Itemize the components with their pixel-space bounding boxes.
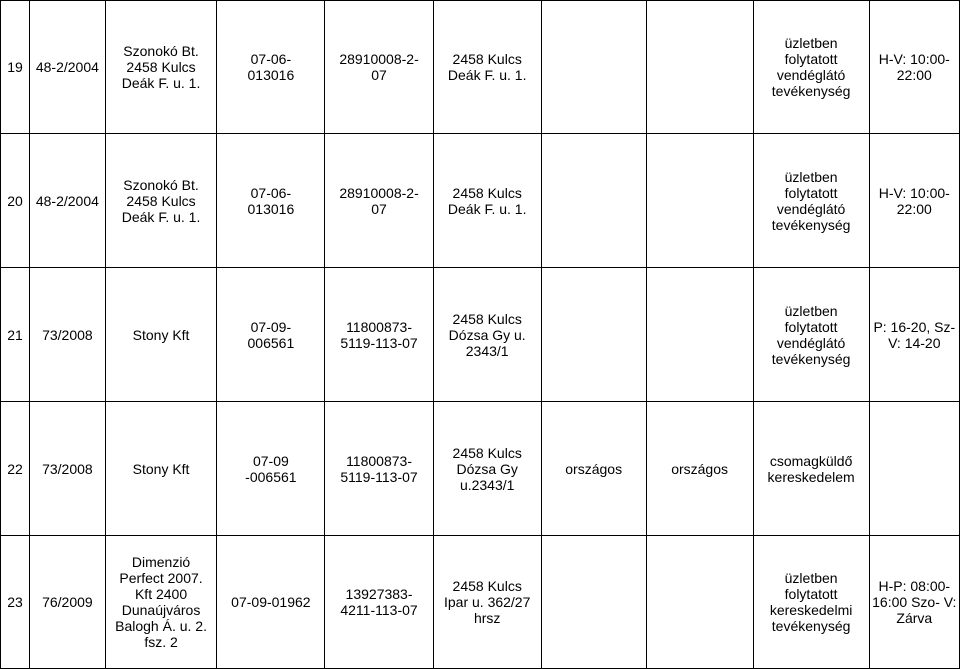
registration-number: 76/2009	[29, 536, 105, 669]
operator-name: Szonokó Bt. 2458 Kulcs Deák F. u. 1.	[105, 1, 217, 134]
row-number: 20	[1, 134, 30, 268]
table-row	[1, 1, 960, 134]
col-8	[646, 536, 753, 669]
tax-number: 11800873- 5119-113-07	[325, 402, 433, 536]
site-address: 2458 Kulcs Ipar u. 362/27 hrsz	[433, 536, 541, 669]
activity: üzletben folytatott vendéglátó tevékenység	[753, 268, 869, 402]
company-id: 07-06- 013016	[217, 1, 325, 134]
col-7	[541, 536, 646, 669]
company-id: 07-06- 013016	[217, 134, 325, 268]
company-id: 07-09-01962	[217, 536, 325, 669]
table-row	[1, 134, 960, 268]
col-8	[646, 1, 753, 134]
col-7	[541, 1, 646, 134]
col-8	[646, 268, 753, 402]
row-number: 22	[1, 402, 30, 536]
row-number: 23	[1, 536, 30, 669]
site-address: 2458 Kulcs Deák F. u. 1.	[433, 1, 541, 134]
registration-number: 48-2/2004	[29, 134, 105, 268]
tax-number: 28910008-2- 07	[325, 134, 433, 268]
table-row	[1, 536, 960, 669]
col-8: országos	[646, 402, 753, 536]
tax-number: 13927383- 4211-113-07	[325, 536, 433, 669]
operator-name: Dimenzió Perfect 2007. Kft 2400 Dunaújváros Balogh Á. u. 2. fsz. 2	[105, 536, 217, 669]
opening-hours: H-V: 10:00- 22:00	[869, 1, 959, 134]
registration-number: 48-2/2004	[29, 1, 105, 134]
col-7	[541, 134, 646, 268]
opening-hours	[869, 402, 959, 536]
registration-number: 73/2008	[29, 268, 105, 402]
site-address: 2458 Kulcs Dózsa Gy u. 2343/1	[433, 268, 541, 402]
tax-number: 11800873- 5119-113-07	[325, 268, 433, 402]
activity: üzletben folytatott kereskedelmi tevékenység	[753, 536, 869, 669]
activity: üzletben folytatott vendéglátó tevékenység	[753, 1, 869, 134]
operator-name: Stony Kft	[105, 402, 217, 536]
operator-name: Stony Kft	[105, 268, 217, 402]
activity: csomagküldő kereskedelem	[753, 402, 869, 536]
registration-number: 73/2008	[29, 402, 105, 536]
tax-number: 28910008-2- 07	[325, 1, 433, 134]
site-address: 2458 Kulcs Dózsa Gy u.2343/1	[433, 402, 541, 536]
row-number: 19	[1, 1, 30, 134]
col-7	[541, 268, 646, 402]
company-id: 07-09- 006561	[217, 268, 325, 402]
site-address: 2458 Kulcs Deák F. u. 1.	[433, 134, 541, 268]
opening-hours: H-V: 10:00- 22:00	[869, 134, 959, 268]
col-7: országos	[541, 402, 646, 536]
table-row	[1, 402, 960, 536]
operator-name: Szonokó Bt. 2458 Kulcs Deák F. u. 1.	[105, 134, 217, 268]
opening-hours: H-P: 08:00- 16:00 Szo- V: Zárva	[869, 536, 959, 669]
table-row	[1, 268, 960, 402]
row-number: 21	[1, 268, 30, 402]
activity: üzletben folytatott vendéglátó tevékenység	[753, 134, 869, 268]
opening-hours: P: 16-20, Sz- V: 14-20	[869, 268, 959, 402]
col-8	[646, 134, 753, 268]
company-id: 07-09 -006561	[217, 402, 325, 536]
